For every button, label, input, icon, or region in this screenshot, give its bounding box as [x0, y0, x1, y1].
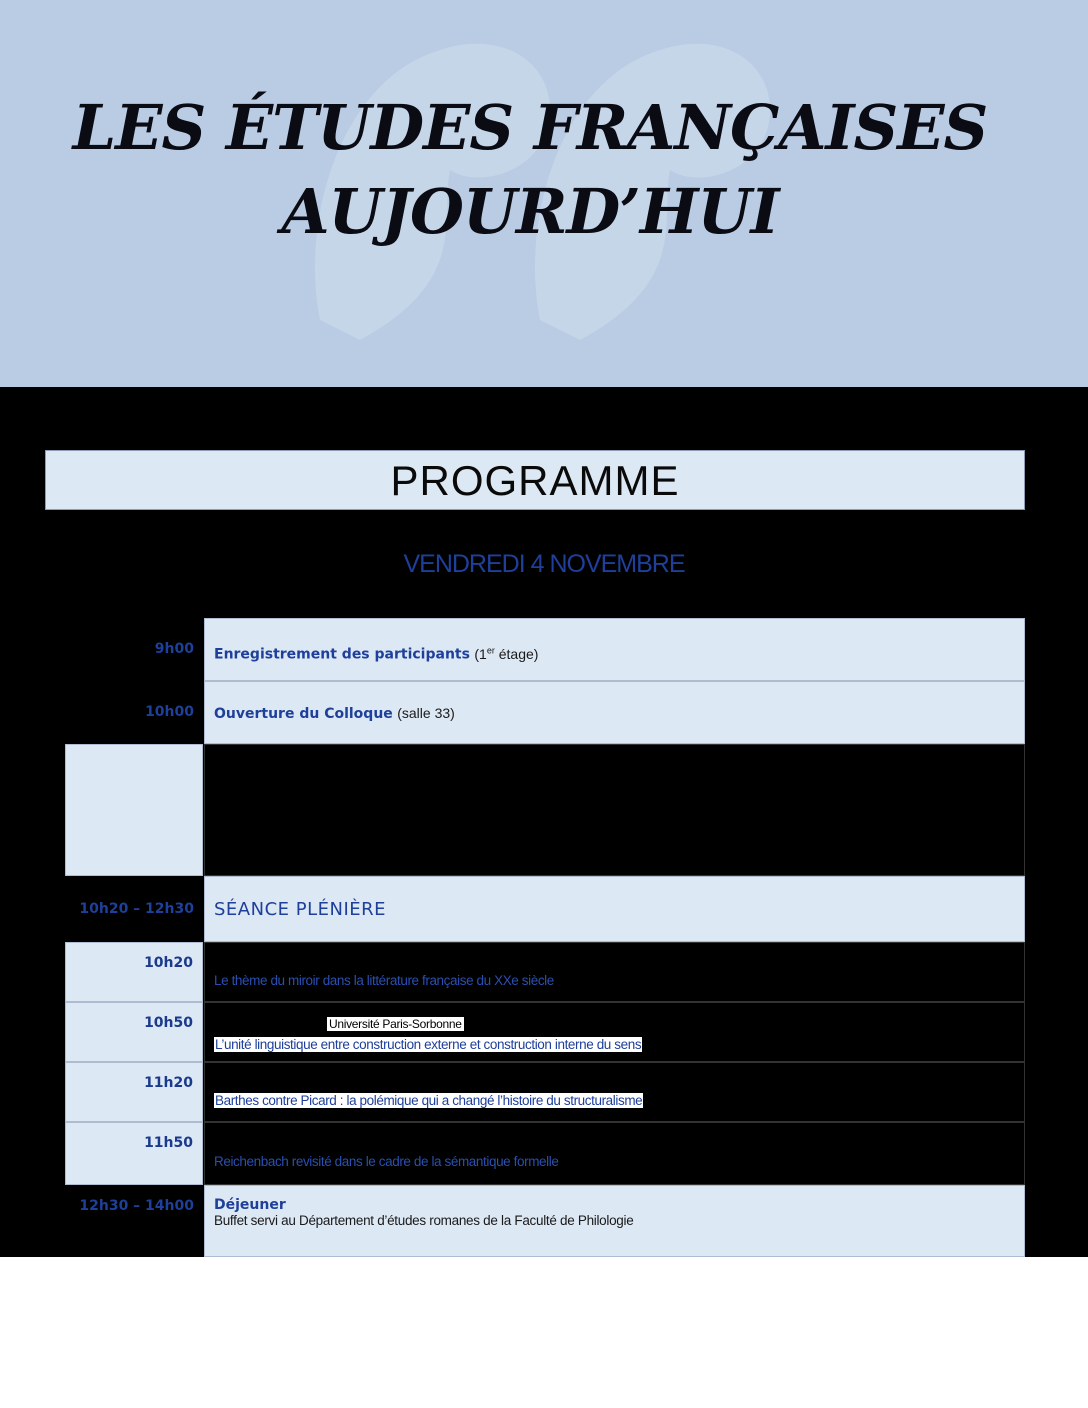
content-cell — [204, 1185, 1025, 1257]
title-line-1: LES ÉTUDES FRANÇAISES — [72, 91, 988, 164]
talk-title: Barthes contre Picard : la polémique qui a changé l’histoire du structuralisme — [215, 1093, 643, 1108]
table-row-empty — [65, 744, 1026, 876]
time-cell: 11h50 — [65, 1122, 203, 1185]
talk-title: Reichenbach revisité dans le cadre de la sémantique formelle — [214, 1154, 559, 1169]
content-cell — [204, 1062, 1025, 1122]
table-row-talk — [65, 1122, 1026, 1185]
page-title — [0, 86, 1060, 254]
content-cell-empty — [204, 744, 1025, 876]
content-cell — [204, 1002, 1025, 1062]
talk-title: Le thème du miroir dans la littérature française du XXe siècle — [214, 973, 554, 988]
table-row-registration — [65, 618, 1026, 681]
content-cell — [204, 681, 1025, 744]
time-cell: 11h20 — [65, 1062, 203, 1122]
day-heading: VENDREDI 4 NOVEMBRE — [403, 550, 685, 578]
opening-note: (salle 33) — [397, 705, 455, 721]
content-cell — [204, 618, 1025, 681]
table-row-talk — [65, 1062, 1026, 1122]
content-cell — [204, 1122, 1025, 1185]
table-row-session — [65, 876, 1026, 942]
time-cell: 9h00 — [65, 618, 203, 681]
time-cell: 10h20 – 12h30 — [65, 876, 203, 942]
talk-affiliation: Université Paris-Sorbonne — [329, 1017, 462, 1031]
registration-label: Enregistrement des participants — [214, 646, 470, 663]
header-banner — [0, 0, 1088, 387]
table-row-opening — [65, 681, 1026, 744]
registration-note: (1er étage) — [474, 645, 539, 662]
time-cell-empty — [65, 744, 203, 876]
talk-title: L’unité linguistique entre construction externe et construction interne du sens — [215, 1037, 642, 1052]
table-row-talk — [65, 942, 1026, 1002]
lunch-note: Buffet servi au Département d’études romanes de la Faculté de Philologie — [214, 1213, 634, 1228]
programme-heading: PROGRAMME — [45, 450, 1025, 510]
table-row-lunch — [65, 1185, 1026, 1257]
content-cell — [204, 876, 1025, 942]
title-line-2: AUJOURD’HUI — [281, 175, 779, 248]
table-row-talk — [65, 1002, 1026, 1062]
opening-label: Ouverture du Colloque — [214, 706, 393, 722]
time-cell: 12h30 – 14h00 — [65, 1185, 203, 1257]
time-cell: 10h00 — [65, 681, 203, 744]
schedule-table — [65, 618, 1026, 1257]
lunch-label: Déjeuner — [214, 1197, 286, 1213]
session-label: SÉANCE PLÉNIÈRE — [214, 899, 387, 920]
time-cell: 10h20 — [65, 942, 203, 1002]
content-cell — [204, 942, 1025, 1002]
time-cell: 10h50 — [65, 1002, 203, 1062]
